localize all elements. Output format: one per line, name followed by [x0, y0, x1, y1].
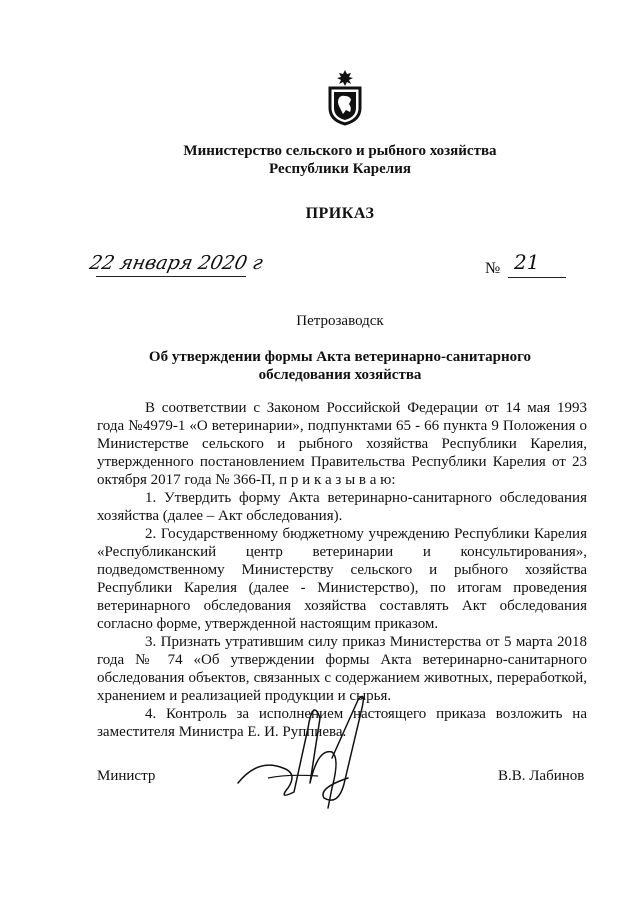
- subject-line2: обследования хозяйства: [258, 367, 422, 383]
- preamble-paragraph: В соответствии с Законом Российской Федерации от 14 мая 1993 года №4979-1 «О ветеринарии», подпунктами 65 - 66 пункта 9 Положения о Министерстве сельского и рыбного хозяйства Республики Карелия, утвержденного постановлением Правительства Республики Карелия от 23 октября 2017 года № 366-П, п р и к а з ы в а ю:: [97, 400, 587, 488]
- subject-line1: Об утверждении формы Акта ветеринарно-санитарного: [148, 349, 532, 365]
- order-subject: [120, 348, 560, 384]
- clause-3: 3. Признать утратившим силу приказ Министерства от 5 марта 2018 года № 74 «Об утверждении формы Акта ветеринарно-санитарного обследования объектов, связанных с содержанием животных, переработкой, хранением и реализацией продукции и сырья.: [97, 634, 587, 704]
- handwritten-date: 22 января 2020 г: [87, 252, 265, 274]
- document-type-heading: ПРИКАЗ: [305, 205, 375, 222]
- clause-2: 2. Государственному бюджетному учреждению Республики Карелия «Республиканский центр ветеринарии и консультирования», подведомственному Министерству сельского и рыбного хозяйства Республики Карелия (далее - Министерство), по итогам проведения ветеринарного обследования хозяйства составлять Акт обследования согласно форме, утвержденной настоящим приказом.: [97, 526, 587, 632]
- date-underline: [96, 276, 246, 277]
- clause-1: 1. Утвердить форму Акта ветеринарно-санитарного обследования хозяйства (далее – Акт обследования).: [97, 490, 587, 524]
- number-underline: [508, 277, 566, 278]
- city-name: Петрозаводск: [296, 313, 384, 329]
- clause-4: 4. Контроль за исполнением настоящего приказа возложить на заместителя Министра Е. И. Руппиева.: [97, 706, 587, 740]
- handwritten-number: 21: [514, 250, 540, 274]
- signatory-title: Министр: [97, 768, 156, 784]
- handwritten-signature: [228, 688, 378, 818]
- ministry-name-line1: Министерство сельского и рыбного хозяйства: [183, 143, 497, 159]
- coat-of-arms-emblem: [326, 68, 364, 126]
- ministry-name-line2: Республики Карелия: [269, 161, 411, 177]
- signatory-name: В.В. Лабинов: [498, 768, 585, 784]
- number-label: №: [485, 260, 501, 277]
